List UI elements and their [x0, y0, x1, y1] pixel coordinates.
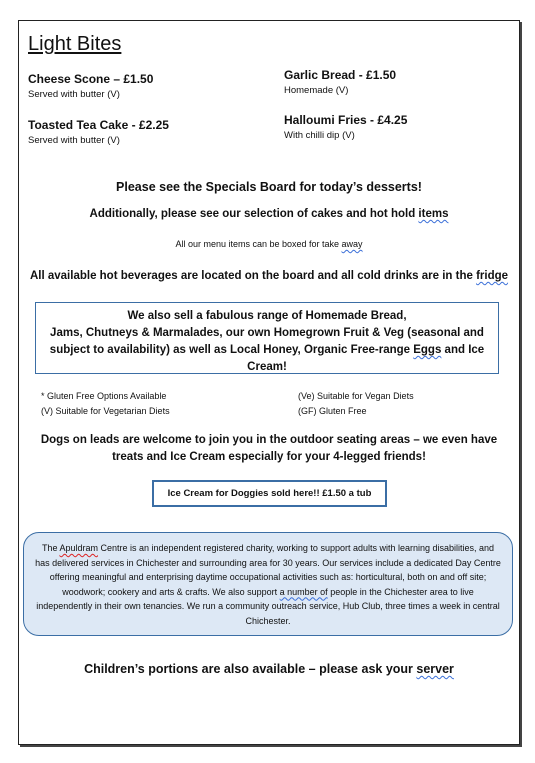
- menu-item-description: Served with butter (V): [28, 135, 120, 146]
- produce-box: [35, 302, 499, 374]
- menu-item-toasted-tea-cake: [28, 118, 169, 146]
- produce-eggs-word: Eggs: [413, 344, 442, 356]
- take-away-notice-text: All our menu items can be boxed for take: [175, 239, 342, 249]
- menu-item-description: With chilli dip (V): [284, 130, 355, 141]
- children-portions-server-word: server: [416, 662, 454, 676]
- charity-name: Apuldram: [59, 543, 98, 553]
- legend-vegan: (Ve) Suitable for Vegan Diets: [298, 391, 414, 401]
- menu-item-halloumi-fries: [284, 113, 407, 141]
- menu-item-name: Halloumi Fries - £4.25: [284, 113, 408, 127]
- beverages-notice-text: All available hot beverages are located on the board and all cold drinks are in the: [29, 270, 477, 282]
- dogs-notice: Dogs on leads are welcome to join you in the outdoor seating areas – we even have treats and Ice Cream especially for your 4-legged friends!: [40, 434, 498, 463]
- produce-line-1: We also sell a fabulous range of Homemade Bread,: [127, 310, 407, 322]
- charity-text-2: people in the Chichester area to live independently in their own tenancies. We run a community outreach service, Hub Club, three times a week in central Chichester.: [36, 586, 500, 626]
- menu-item-description: Homemade (V): [284, 85, 349, 96]
- charity-text-prefix: The: [41, 543, 60, 553]
- charity-text-1: Centre is an independent registered charity, working to support adults with learning disabilities, and has delivered services in Chichester and surrounding area for 30 years. Our services include a dedicated Day Centre offering meaningful and enterprising daytime occupational activities such as: horticultural, both on and off site; woodwork; cookery and arts & crafts. We also support: [35, 543, 501, 597]
- take-away-notice: [19, 239, 519, 249]
- menu-item-description: Served with butter (V): [28, 89, 120, 100]
- specials-notice: Please see the Specials Board for today’s desserts!: [116, 180, 422, 194]
- cakes-notice-items-word: items: [418, 208, 449, 220]
- legend-gf-options: * Gluten Free Options Available: [41, 391, 167, 401]
- beverages-notice-fridge-word: fridge: [476, 270, 509, 282]
- children-portions-notice: [19, 662, 519, 676]
- cakes-notice-text: Additionally, please see our selection of cakes and hot hold: [89, 208, 419, 220]
- legend-gluten-free: (GF) Gluten Free: [298, 406, 367, 416]
- menu-item-garlic-bread: [284, 68, 396, 96]
- take-away-notice-away-word: away: [341, 239, 363, 249]
- menu-page: [18, 20, 520, 745]
- beverages-notice: [19, 270, 519, 282]
- menu-item-name: Toasted Tea Cake - £2.25: [28, 118, 169, 132]
- menu-item-name: Cheese Scone – £1.50: [28, 72, 154, 86]
- menu-title: Light Bites: [28, 33, 122, 55]
- diet-legend-left: [41, 389, 170, 419]
- charity-number-of: a number of: [279, 586, 328, 597]
- cakes-notice: [19, 208, 519, 220]
- children-portions-text: Children’s portions are also available – please ask your: [84, 662, 417, 676]
- produce-line-2: [48, 325, 486, 376]
- charity-info-box: [23, 532, 513, 636]
- diet-legend-right: [298, 389, 414, 419]
- legend-vegetarian: (V) Suitable for Vegetarian Diets: [41, 406, 170, 416]
- menu-item-name: Garlic Bread - £1.50: [284, 68, 397, 82]
- doggie-ice-cream-box: Ice Cream for Doggies sold here!! £1.50 a tub: [152, 480, 387, 507]
- produce-text: Jams, Chutneys & Marmalades, our own Homegrown Fruit & Veg (seasonal and subject to availability) as well as Local Honey, Organic Free-range: [49, 327, 484, 356]
- menu-item-cheese-scone: [28, 72, 153, 100]
- produce-text-end: and Ice Cream!: [247, 344, 485, 373]
